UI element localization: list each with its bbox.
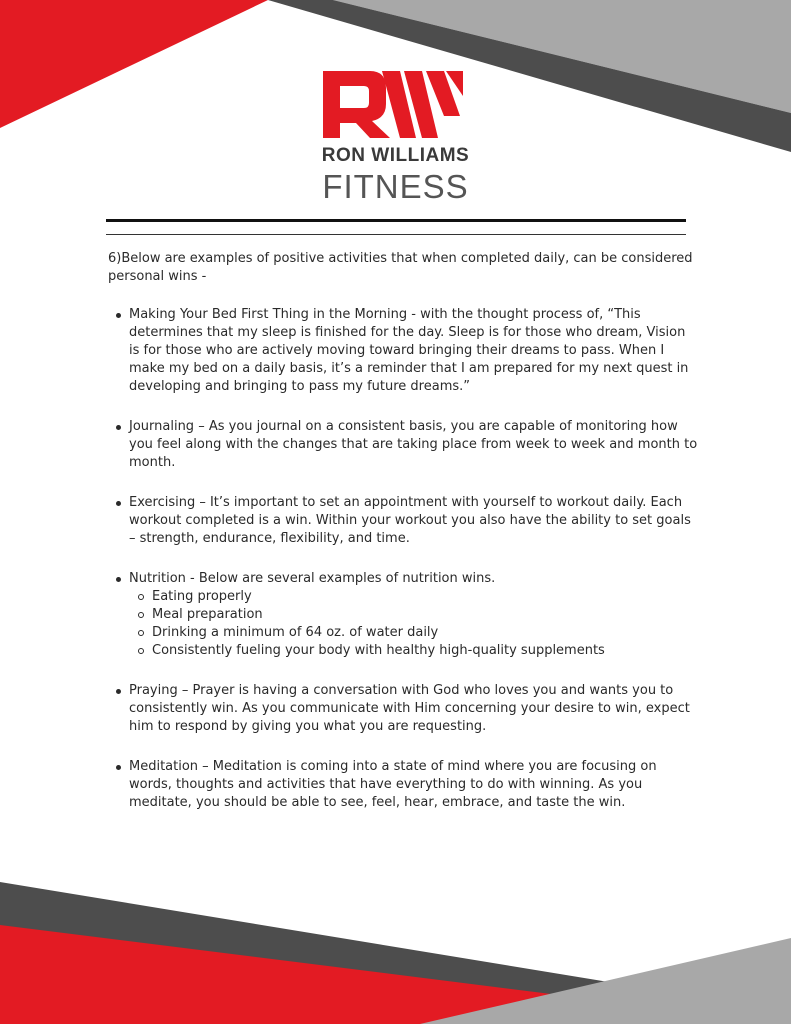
brand-subtitle: FITNESS	[322, 168, 469, 205]
intro-paragraph: 6)Below are examples of positive activities that when completed daily, can be considered personal wins -	[108, 251, 693, 284]
list-item-text: Exercising – It’s important to set an appointment with yourself to workout daily. Each workout completed is a win. Within your workout you also have the ability to set goals – strength, endurance, flexibility, and time.	[129, 495, 691, 546]
document-body	[108, 250, 698, 834]
list-item-text: Journaling – As you journal on a consistent basis, you are capable of monitoring how you feel along with the changes that are taking place from week to week and month to month.	[129, 419, 698, 470]
top-left-red-triangle	[0, 0, 268, 128]
logo-r-letter	[323, 71, 390, 138]
logo-w-letter	[382, 71, 463, 138]
list-item-text: Nutrition - Below are several examples of nutrition wins.	[129, 571, 496, 586]
list-item-exercising	[129, 494, 698, 548]
sub-item: Meal preparation	[152, 606, 698, 624]
list-item-journaling	[129, 418, 698, 472]
header-divider-thick	[106, 219, 686, 222]
wins-list	[108, 306, 698, 812]
list-item-meditation	[129, 758, 698, 812]
sub-item: Consistently fueling your body with healthy high-quality supplements	[152, 642, 698, 660]
brand-name: RON WILLIAMS	[321, 145, 470, 166]
list-item-text: Praying – Prayer is having a conversation with God who loves you and wants you to consistently win. As you communicate with Him concerning your desire to win, expect him to respond by giving you what you are requesting.	[129, 683, 690, 734]
sub-item: Eating properly	[152, 588, 698, 606]
list-item-making-bed	[129, 306, 698, 396]
header-divider-thin	[106, 234, 686, 235]
sub-item: Drinking a minimum of 64 oz. of water daily	[152, 624, 698, 642]
nutrition-sublist	[129, 588, 698, 660]
list-item-text: Meditation – Meditation is coming into a state of mind where you are focusing on words, thoughts and activities that have everything to do with winning. As you meditate, you should be able to see, feel, hear, embrace, and taste the win.	[129, 759, 657, 810]
list-item-text: Making Your Bed First Thing in the Morning - with the thought process of, “This determines that my sleep is finished for the day. Sleep is for those who dream, Vision is for those who are actively moving toward bringing their dreams to pass. When I make my bed on a daily basis, it’s a reminder that I am prepared for my next quest in developing and bringing to pass my future dreams.”	[129, 307, 689, 394]
list-item-nutrition	[129, 570, 698, 660]
list-item-praying	[129, 682, 698, 736]
